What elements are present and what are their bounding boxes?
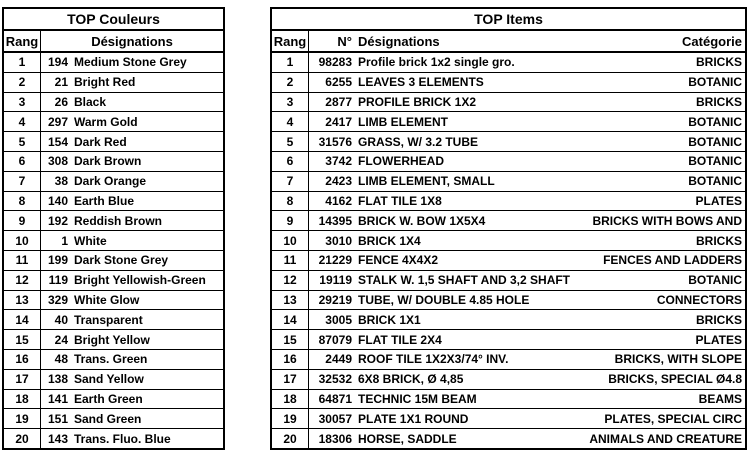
item-number: 192 <box>47 213 68 228</box>
item-number: 87079 <box>318 332 352 347</box>
designation-cell[interactable] <box>41 370 223 389</box>
item-name: LEAVES 3 ELEMENTS <box>358 75 484 90</box>
table-row <box>4 53 223 72</box>
rank-cell[interactable]: 16 <box>4 350 41 369</box>
item-number: 48 <box>54 352 68 367</box>
table-row <box>4 111 223 131</box>
item-name: White Glow <box>74 292 140 307</box>
category-cell: BOTANIC <box>688 273 742 288</box>
rank-cell[interactable]: 7 <box>272 172 309 191</box>
designation-cell[interactable] <box>309 350 745 369</box>
item-name: 6X8 BRICK, Ø 4,85 <box>358 372 464 387</box>
rank-cell[interactable]: 18 <box>4 390 41 409</box>
designation-cell[interactable] <box>41 251 223 270</box>
table-row <box>272 230 745 250</box>
item-number: 308 <box>47 154 68 169</box>
rank-cell[interactable]: 17 <box>272 370 309 389</box>
item-name: GRASS, W/ 3.2 TUBE <box>358 134 479 149</box>
item-number: 1 <box>61 233 68 248</box>
designation-cell[interactable] <box>309 370 745 389</box>
item-number: 29219 <box>318 292 352 307</box>
category-cell: CONNECTORS <box>656 292 742 307</box>
category-cell: PLATES, SPECIAL CIRC <box>604 411 742 426</box>
designation-cell[interactable] <box>41 73 223 92</box>
designation-cell[interactable] <box>309 93 745 112</box>
designation-cell[interactable] <box>41 409 223 428</box>
designation-cell[interactable] <box>41 231 223 250</box>
item-name: FENCE 4X4X2 <box>358 253 439 268</box>
item-name: TUBE, W/ DOUBLE 4.85 HOLE <box>358 292 530 307</box>
rank-cell[interactable]: 12 <box>272 271 309 290</box>
item-name: Earth Blue <box>74 193 135 208</box>
item-name: Trans. Green <box>74 352 148 367</box>
item-name: FLOWERHEAD <box>358 154 444 169</box>
rank-cell[interactable]: 6 <box>4 152 41 171</box>
table-row <box>4 369 223 389</box>
rank-cell[interactable]: 5 <box>4 132 41 151</box>
item-name: BRICK W. BOW 1X5X4 <box>358 213 486 228</box>
designation-cell[interactable] <box>309 53 745 72</box>
category-cell: BRICKS, WITH SLOPE <box>614 352 742 367</box>
category-cell: BRICKS <box>695 94 742 109</box>
table-row <box>4 250 223 270</box>
item-name: STALK W. 1,5 SHAFT AND 3,2 SHAFT <box>358 273 571 288</box>
item-number: 40 <box>54 312 68 327</box>
top-couleurs-title: TOP Couleurs <box>4 9 223 31</box>
item-number: 154 <box>47 134 68 149</box>
item-number: 21229 <box>318 253 352 268</box>
item-name: LIMB ELEMENT <box>358 114 448 129</box>
table-row <box>4 72 223 92</box>
designation-cell[interactable] <box>309 192 745 211</box>
designation-cell[interactable] <box>41 93 223 112</box>
item-name: Trans. Fluo. Blue <box>74 431 171 446</box>
designation-cell[interactable] <box>41 192 223 211</box>
designation-cell[interactable] <box>41 271 223 290</box>
top-items-title: TOP Items <box>272 9 745 31</box>
item-name: Transparent <box>74 312 143 327</box>
table-row <box>272 428 745 448</box>
table-row <box>4 389 223 409</box>
item-number: 98283 <box>318 55 352 70</box>
designation-cell[interactable] <box>41 211 223 230</box>
table-row <box>272 369 745 389</box>
designation-cell[interactable] <box>41 390 223 409</box>
rank-cell[interactable]: 10 <box>272 231 309 250</box>
table-row <box>4 329 223 349</box>
designation-cell[interactable] <box>41 291 223 310</box>
category-cell: ANIMALS AND CREATURE <box>589 431 742 446</box>
designation-cell[interactable] <box>41 350 223 369</box>
rank-cell[interactable]: 2 <box>4 73 41 92</box>
item-name: Bright Yellowish-Green <box>74 273 206 288</box>
category-cell: BOTANIC <box>688 114 742 129</box>
top-couleurs-rows <box>4 53 223 448</box>
rank-cell[interactable]: 15 <box>4 330 41 349</box>
rank-cell[interactable]: 20 <box>272 429 309 448</box>
item-number: 64871 <box>318 391 352 406</box>
item-number: 3742 <box>325 154 352 169</box>
top-couleurs-header-row <box>4 31 223 53</box>
rank-cell[interactable]: 19 <box>4 409 41 428</box>
item-number: 18306 <box>318 431 352 446</box>
designation-cell[interactable] <box>309 330 745 349</box>
table-row <box>4 131 223 151</box>
rank-cell[interactable]: 13 <box>272 291 309 310</box>
rank-cell[interactable]: 2 <box>272 73 309 92</box>
rank-cell[interactable]: 17 <box>4 370 41 389</box>
category-cell: BEAMS <box>698 391 742 406</box>
designation-cell[interactable] <box>41 152 223 171</box>
item-name: Bright Red <box>74 75 136 90</box>
designation-cell[interactable] <box>309 231 745 250</box>
designation-cell[interactable] <box>309 112 745 131</box>
table-row <box>272 191 745 211</box>
item-name: HORSE, SADDLE <box>358 431 457 446</box>
item-number: 329 <box>47 292 68 307</box>
rank-cell[interactable]: 19 <box>272 409 309 428</box>
rank-cell[interactable]: 9 <box>272 211 309 230</box>
item-number: 14395 <box>318 213 352 228</box>
rank-cell[interactable]: 12 <box>4 271 41 290</box>
item-name: FLAT TILE 2X4 <box>358 332 442 347</box>
item-number: 21 <box>54 75 68 90</box>
designation-cell[interactable] <box>309 172 745 191</box>
header-categorie[interactable]: Catégorie <box>682 33 742 49</box>
category-cell: BRICKS, SPECIAL Ø4.8 <box>608 372 742 387</box>
table-row <box>272 53 745 72</box>
designation-cell[interactable] <box>309 152 745 171</box>
item-number: 194 <box>47 55 68 70</box>
top-items-rows <box>272 53 745 448</box>
designation-cell[interactable] <box>309 251 745 270</box>
table-row <box>4 210 223 230</box>
item-name: Profile brick 1x2 single gro. <box>358 55 515 70</box>
rank-cell[interactable]: 7 <box>4 172 41 191</box>
table-row <box>4 349 223 369</box>
item-number: 2449 <box>325 352 352 367</box>
table-row <box>272 389 745 409</box>
table-row <box>4 428 223 448</box>
rank-cell[interactable]: 4 <box>4 112 41 131</box>
table-row <box>272 131 745 151</box>
category-cell: BOTANIC <box>688 134 742 149</box>
item-name: BRICK 1X1 <box>358 312 421 327</box>
table-row <box>4 290 223 310</box>
item-name: TECHNIC 15M BEAM <box>358 391 477 406</box>
table-row <box>272 309 745 329</box>
item-number: 30057 <box>318 411 352 426</box>
rank-cell[interactable]: 11 <box>272 251 309 270</box>
table-row <box>4 408 223 428</box>
top-items-table <box>270 7 747 450</box>
table-row <box>272 92 745 112</box>
rank-cell[interactable]: 14 <box>4 310 41 329</box>
item-number: 19119 <box>319 273 352 288</box>
rank-cell[interactable]: 1 <box>272 53 309 72</box>
rank-cell[interactable]: 13 <box>4 291 41 310</box>
table-row <box>272 349 745 369</box>
item-name: Dark Stone Grey <box>74 253 169 268</box>
item-number: 119 <box>48 273 68 288</box>
designation-cell[interactable] <box>309 211 745 230</box>
item-name: Dark Red <box>74 134 127 149</box>
item-number: 4162 <box>325 193 352 208</box>
category-cell: BRICKS <box>695 312 742 327</box>
designation-cell[interactable] <box>309 291 745 310</box>
rank-cell[interactable]: 14 <box>272 310 309 329</box>
header-number[interactable]: N° <box>337 33 352 49</box>
item-number: 6255 <box>325 75 352 90</box>
designation-cell[interactable] <box>309 73 745 92</box>
rank-cell[interactable]: 18 <box>272 390 309 409</box>
item-number: 2877 <box>325 94 352 109</box>
table-row <box>4 151 223 171</box>
designation-cell[interactable] <box>41 172 223 191</box>
item-number: 143 <box>47 431 68 446</box>
item-number: 151 <box>47 411 68 426</box>
header-rang[interactable]: Rang <box>272 31 309 51</box>
table-row <box>4 309 223 329</box>
table-row <box>272 72 745 92</box>
rank-cell[interactable]: 11 <box>4 251 41 270</box>
category-cell: FENCES AND LADDERS <box>603 253 742 268</box>
designation-cell[interactable] <box>309 390 745 409</box>
item-number: 199 <box>47 253 68 268</box>
item-name: ROOF TILE 1X2X3/74° INV. <box>358 352 509 367</box>
category-cell: PLATES <box>695 332 742 347</box>
item-number: 2423 <box>325 174 352 189</box>
top-couleurs-table <box>2 7 225 450</box>
table-row <box>272 151 745 171</box>
table-row <box>4 191 223 211</box>
item-name: Dark Orange <box>74 174 147 189</box>
rank-cell[interactable]: 9 <box>4 211 41 230</box>
table-row <box>272 270 745 290</box>
item-number: 31576 <box>318 134 352 149</box>
item-name: Earth Green <box>74 391 143 406</box>
item-number: 141 <box>47 391 68 406</box>
category-cell: BRICKS <box>695 55 742 70</box>
header-designations[interactable]: Désignations <box>358 33 440 49</box>
table-row <box>4 230 223 250</box>
rank-cell[interactable]: 1 <box>4 53 41 72</box>
item-name: Reddish Brown <box>74 213 163 228</box>
table-row <box>4 270 223 290</box>
item-name: Black <box>74 94 107 109</box>
table-row <box>272 210 745 230</box>
designation-cell[interactable] <box>309 409 745 428</box>
item-number: 138 <box>47 372 68 387</box>
designation-cell[interactable] <box>309 132 745 151</box>
category-cell: BRICKS <box>695 233 742 248</box>
rank-cell[interactable]: 10 <box>4 231 41 250</box>
header-designation-cell <box>309 31 745 51</box>
item-name: Warm Gold <box>74 114 138 129</box>
rank-cell[interactable]: 5 <box>272 132 309 151</box>
item-number: 24 <box>54 332 68 347</box>
category-cell: BOTANIC <box>688 154 742 169</box>
item-number: 3005 <box>325 312 352 327</box>
item-number: 2417 <box>325 114 352 129</box>
table-row <box>4 92 223 112</box>
item-name: FLAT TILE 1X8 <box>358 193 442 208</box>
designation-cell[interactable] <box>41 310 223 329</box>
item-number: 297 <box>47 114 68 129</box>
item-number: 140 <box>47 193 68 208</box>
designation-cell[interactable] <box>309 310 745 329</box>
item-number: 3010 <box>325 233 352 248</box>
item-name: Medium Stone Grey <box>74 55 187 70</box>
table-row <box>272 290 745 310</box>
designation-cell[interactable] <box>41 53 223 72</box>
item-name: PLATE 1X1 ROUND <box>358 411 469 426</box>
top-items-header-row <box>272 31 745 53</box>
designation-cell[interactable] <box>41 429 223 448</box>
rank-cell[interactable]: 8 <box>4 192 41 211</box>
category-cell: BRICKS WITH BOWS AND <box>592 213 742 228</box>
designation-cell[interactable] <box>309 429 745 448</box>
designation-cell[interactable] <box>41 112 223 131</box>
item-name: PROFILE BRICK 1X2 <box>358 94 477 109</box>
item-number: 32532 <box>318 372 352 387</box>
designation-cell[interactable] <box>309 271 745 290</box>
item-number: 26 <box>54 94 68 109</box>
table-row <box>272 408 745 428</box>
designation-cell[interactable] <box>41 132 223 151</box>
table-row <box>4 171 223 191</box>
item-name: LIMB ELEMENT, SMALL <box>358 174 495 189</box>
rank-cell[interactable]: 6 <box>272 152 309 171</box>
category-cell: PLATES <box>695 193 742 208</box>
rank-cell[interactable]: 8 <box>272 192 309 211</box>
category-cell: BOTANIC <box>688 174 742 189</box>
designation-cell[interactable] <box>41 330 223 349</box>
rank-cell[interactable]: 4 <box>272 112 309 131</box>
header-designations[interactable]: Désignations <box>91 33 173 49</box>
rank-cell[interactable]: 3 <box>272 93 309 112</box>
item-name: Dark Brown <box>74 154 142 169</box>
table-row <box>272 250 745 270</box>
table-row <box>272 329 745 349</box>
table-row <box>272 171 745 191</box>
rank-cell[interactable]: 3 <box>4 93 41 112</box>
rank-cell[interactable]: 16 <box>272 350 309 369</box>
category-cell: BOTANIC <box>688 75 742 90</box>
item-name: White <box>74 233 107 248</box>
rank-cell[interactable]: 20 <box>4 429 41 448</box>
header-rang[interactable]: Rang <box>4 31 41 51</box>
item-number: 38 <box>54 174 68 189</box>
item-name: Bright Yellow <box>74 332 150 347</box>
table-row <box>272 111 745 131</box>
item-name: BRICK 1X4 <box>358 233 421 248</box>
item-name: Sand Green <box>74 411 142 426</box>
item-name: Sand Yellow <box>74 372 144 387</box>
rank-cell[interactable]: 15 <box>272 330 309 349</box>
